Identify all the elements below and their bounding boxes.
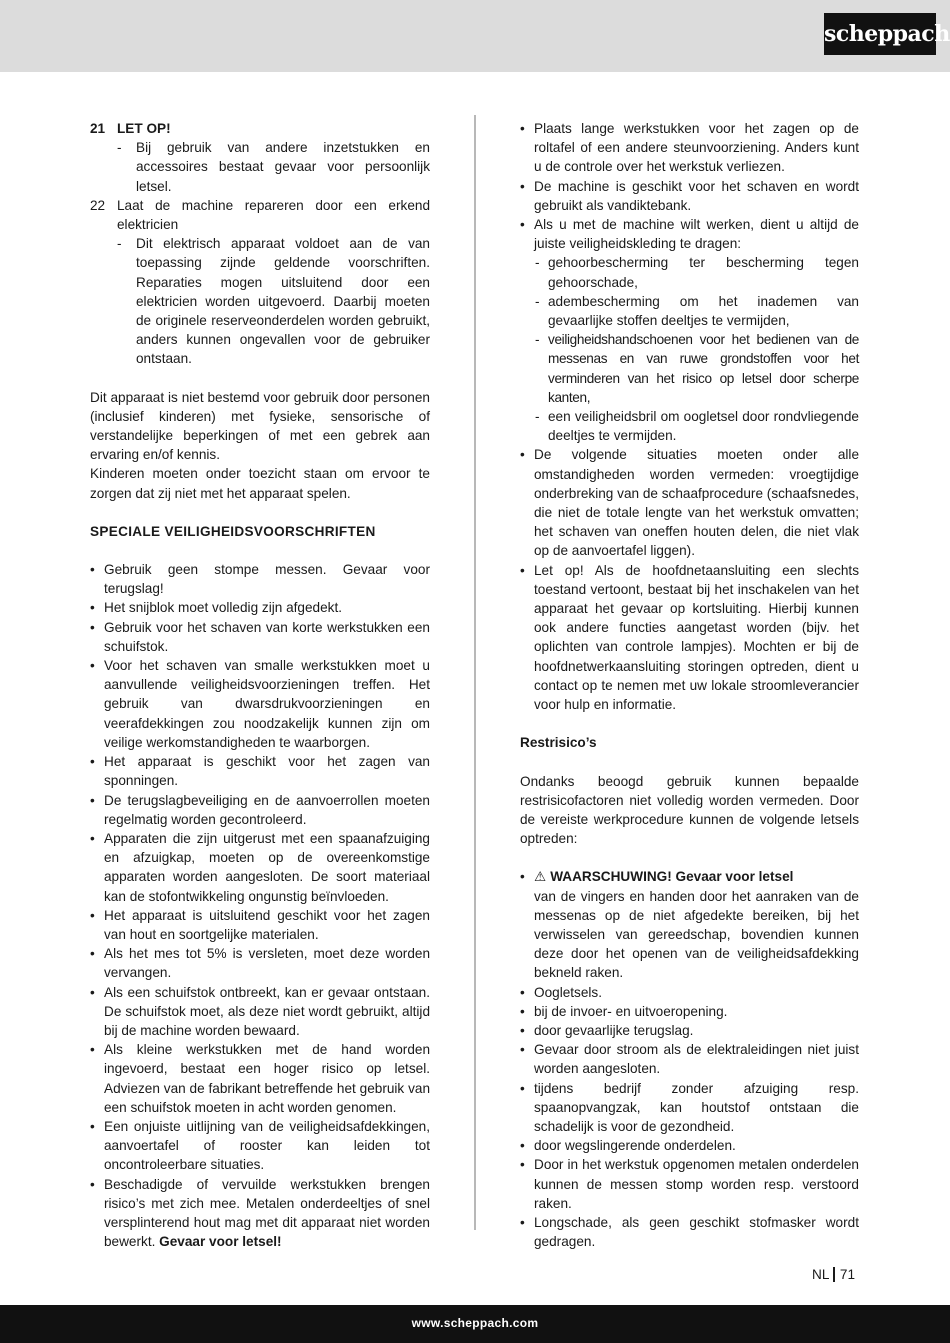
list-item: • Plaats lange werkstukken voor het zagen op de roltafel of een andere steunvoorziening. Anders kunt u de controle over het werkstuk verliezen. (520, 119, 859, 177)
warning-triangle-icon: ⚠ (534, 869, 547, 885)
list-item: • Het snijblok moet volledig zijn afgedekt. (90, 598, 430, 617)
list-item: • Oogletsels. (520, 983, 859, 1002)
header-bar (0, 0, 950, 72)
paragraph: Dit apparaat is niet bestemd voor gebruik door personen (inclusief kinderen) met fysieke, sensorische of verstandelijke beperkingen of met een gebrek aan ervaring en/of kennis. (90, 389, 430, 463)
numbered-item-22 (90, 196, 430, 369)
list-item: • Als het mes tot 5% is versleten, moet deze worden vervangen. (90, 944, 430, 982)
list-item: • door wegslingerende onderdelen. (520, 1136, 859, 1155)
list-item: • door gevaarlijke terugslag. (520, 1021, 859, 1040)
list-item: • De volgende situaties moeten onder alle omstandigheden worden vermeden: vroegtijdige onderbreking van de schaafprocedure (schaafsnedes, die niet de totale lengte van het werkstuk omvatten; het schaven van oneffen houten delen, die niet vlak op de aanvoertafel liggen). (520, 445, 859, 560)
column-divider (474, 115, 476, 1230)
sub-item: - een veiligheidsbril om oogletsel door rondvliegende deeltjes te vermijden. (534, 407, 859, 445)
list-item: • bij de invoer- en uitvoeropening. (520, 1002, 859, 1021)
bullet-list (520, 119, 859, 714)
list-item: • Door in het werkstuk opgenomen metalen onderdelen kunnen de messen stomp worden resp. verstoord raken. (520, 1155, 859, 1213)
footer-url[interactable]: www.scheppach.com (411, 1316, 539, 1330)
list-item: • tijdens bedrijf zonder afzuiging resp. spaanopvangzak, kan houtstof ontstaan die schadelijk is voor de gezondheid. (520, 1079, 859, 1137)
section-heading: SPECIALE VEILIGHEIDSVOORSCHRIFTEN (90, 523, 376, 539)
item-title: LET OP! (117, 121, 171, 136)
list-item: • De terugslagbeveiliging en de aanvoerrollen moeten regelmatig worden gecontroleerd. (90, 791, 430, 829)
warning-title: WAARSCHUWING! Gevaar voor letsel (550, 869, 794, 885)
separator (833, 1267, 835, 1282)
sub-item: - veiligheidshandschoenen voor het bedienen van de messenas en van ruwe grondstoffen voor het verminderen van het risico op letsel door scherpe kanten, (534, 330, 859, 407)
item-sub: - Bij gebruik van andere inzetstukken en accessoires bestaat gevaar voor persoonlijk letsel. (117, 138, 430, 196)
list-item: • Gebruik voor het schaven van korte werkstukken een schuifstok. (90, 618, 430, 656)
warning-text: van de vingers en handen door het aanraken van de messenas op de niet afgedekte bereiken, bij het verwisselen van gereedschap, bovendien kunnen deze door het openen van de veiligheidsafdekking bekneld raken. (534, 888, 859, 981)
list-item (90, 1175, 430, 1252)
sub-item: - adembescherming om het inademen van gevaarlijke stoffen deeltjes te vermijden, (534, 292, 859, 330)
paragraph: Kinderen moeten onder toezicht staan om ervoor te zorgen dat zij niet met het apparaat spelen. (90, 466, 430, 501)
list-item-text: Beschadigde of vervuilde werkstukken brengen risico’s met zich mee. Metalen onderdeeltjes of snel versplinterend hout mag met dit apparaat niet worden bewerkt. (104, 1176, 430, 1250)
item-sub: - Dit elektrisch apparaat voldoet aan de van toepassing zijnde geldende voorschriften. Reparaties mogen uitsluitend door een elektricien worden uitgevoerd. Daarbij moeten de originele reserveonderdelen worden gebruikt, anders kunnen ongevallen voor de gebruiker ontstaan. (117, 234, 430, 368)
bullet-list (90, 560, 430, 1251)
section-heading: Restrisico’s (520, 735, 597, 751)
list-item: • Een onjuiste uitlijning van de veiligheidsafdekkingen, aanvoertafel of rooster kan leiden tot oncontroleerbare situaties. (90, 1117, 430, 1175)
item-number: 21 (90, 121, 106, 136)
page-number (812, 1265, 855, 1284)
warning-item (520, 867, 859, 982)
footer-bar (0, 1305, 950, 1343)
list-item: • Het apparaat is geschikt voor het zagen van sponningen. (90, 752, 430, 790)
item-number: 22 (90, 197, 106, 213)
paragraph: Ondanks beoogd gebruik kunnen bepaalde restrisicofactoren niet volledig worden vermeden. Door de vereiste werkprocedure kunnen de volgende letsels optreden: (520, 773, 859, 847)
list-item: • Longschade, als geen geschikt stofmasker wordt gedragen. (520, 1213, 859, 1251)
page-number-value: 71 (839, 1267, 856, 1282)
list-item: • Voor het schaven van smalle werkstukken moet u aanvullende veiligheidsvoorzieningen treffen. Het gebruik van dwarsdrukvoorzieningen en veerafdekkingen zou noodzakelijk kunnen zijn om veilige werkomstandigheden te waarborgen. (90, 656, 430, 752)
language-code: NL (812, 1267, 830, 1282)
warning-title-line (534, 867, 859, 886)
list-item: • Gevaar door stroom als de elektraleidingen niet juist worden aangesloten. (520, 1040, 859, 1078)
left-column (90, 119, 430, 1251)
brand-logo: scheppach (824, 13, 936, 55)
list-item: • Apparaten die zijn uitgerust met een spaanafzuiging en afzuigkap, moeten op de overeenkomstige apparaten worden aangesloten. De soort materiaal kan de stofontwikkeling ongunstig beïnvloeden. (90, 829, 430, 906)
right-column (520, 119, 859, 1251)
list-item: • Let op! Als de hoofdnetaansluiting een slechts toestand vertoont, bestaat bij het inschakelen van het apparaat het gevaar op kortsluiting. Hierbij kunnen ook andere functies aangetast worden (bijv. het oplichten van controle lampjes). Mochten er bij de hoofdnetwerkaansluiting storingen optreden, dient u contact op te nemen met uw lokale stroomleverancier voor hulp en informatie. (520, 561, 859, 715)
numbered-item-21 (90, 119, 430, 196)
item-title: Laat de machine repareren door een erkend elektricien (117, 197, 430, 233)
list-item: • Gebruik geen stompe messen. Gevaar voor terugslag! (90, 560, 430, 598)
warning-text: Gevaar voor letsel! (159, 1234, 282, 1250)
list-item: • De machine is geschikt voor het schaven en wordt gebruikt als vandiktebank. (520, 177, 859, 215)
list-item: • Het apparaat is uitsluitend geschikt voor het zagen van hout en soortgelijke materialen. (90, 906, 430, 944)
list-item: • Als kleine werkstukken met de hand worden ingevoerd, bestaat een hoger risico op letsel. Adviezen van de fabrikant betreffende het gebruik van een schuifstok moeten in acht worden genomen. (90, 1040, 430, 1117)
list-item: • Als een schuifstok ontbreekt, kan er gevaar ontstaan. De schuifstok moet, als deze niet wordt gebruikt, altijd bij de machine worden bewaard. (90, 983, 430, 1041)
list-item-ppe (520, 215, 859, 445)
sub-item: - gehoorbescherming ter bescherming tegen gehoorschade, (534, 253, 859, 291)
list-item-text: • Als u met de machine wilt werken, dient u altijd de juiste veiligheidskleding te dragen: (534, 217, 859, 252)
bullet-list (520, 983, 859, 1252)
